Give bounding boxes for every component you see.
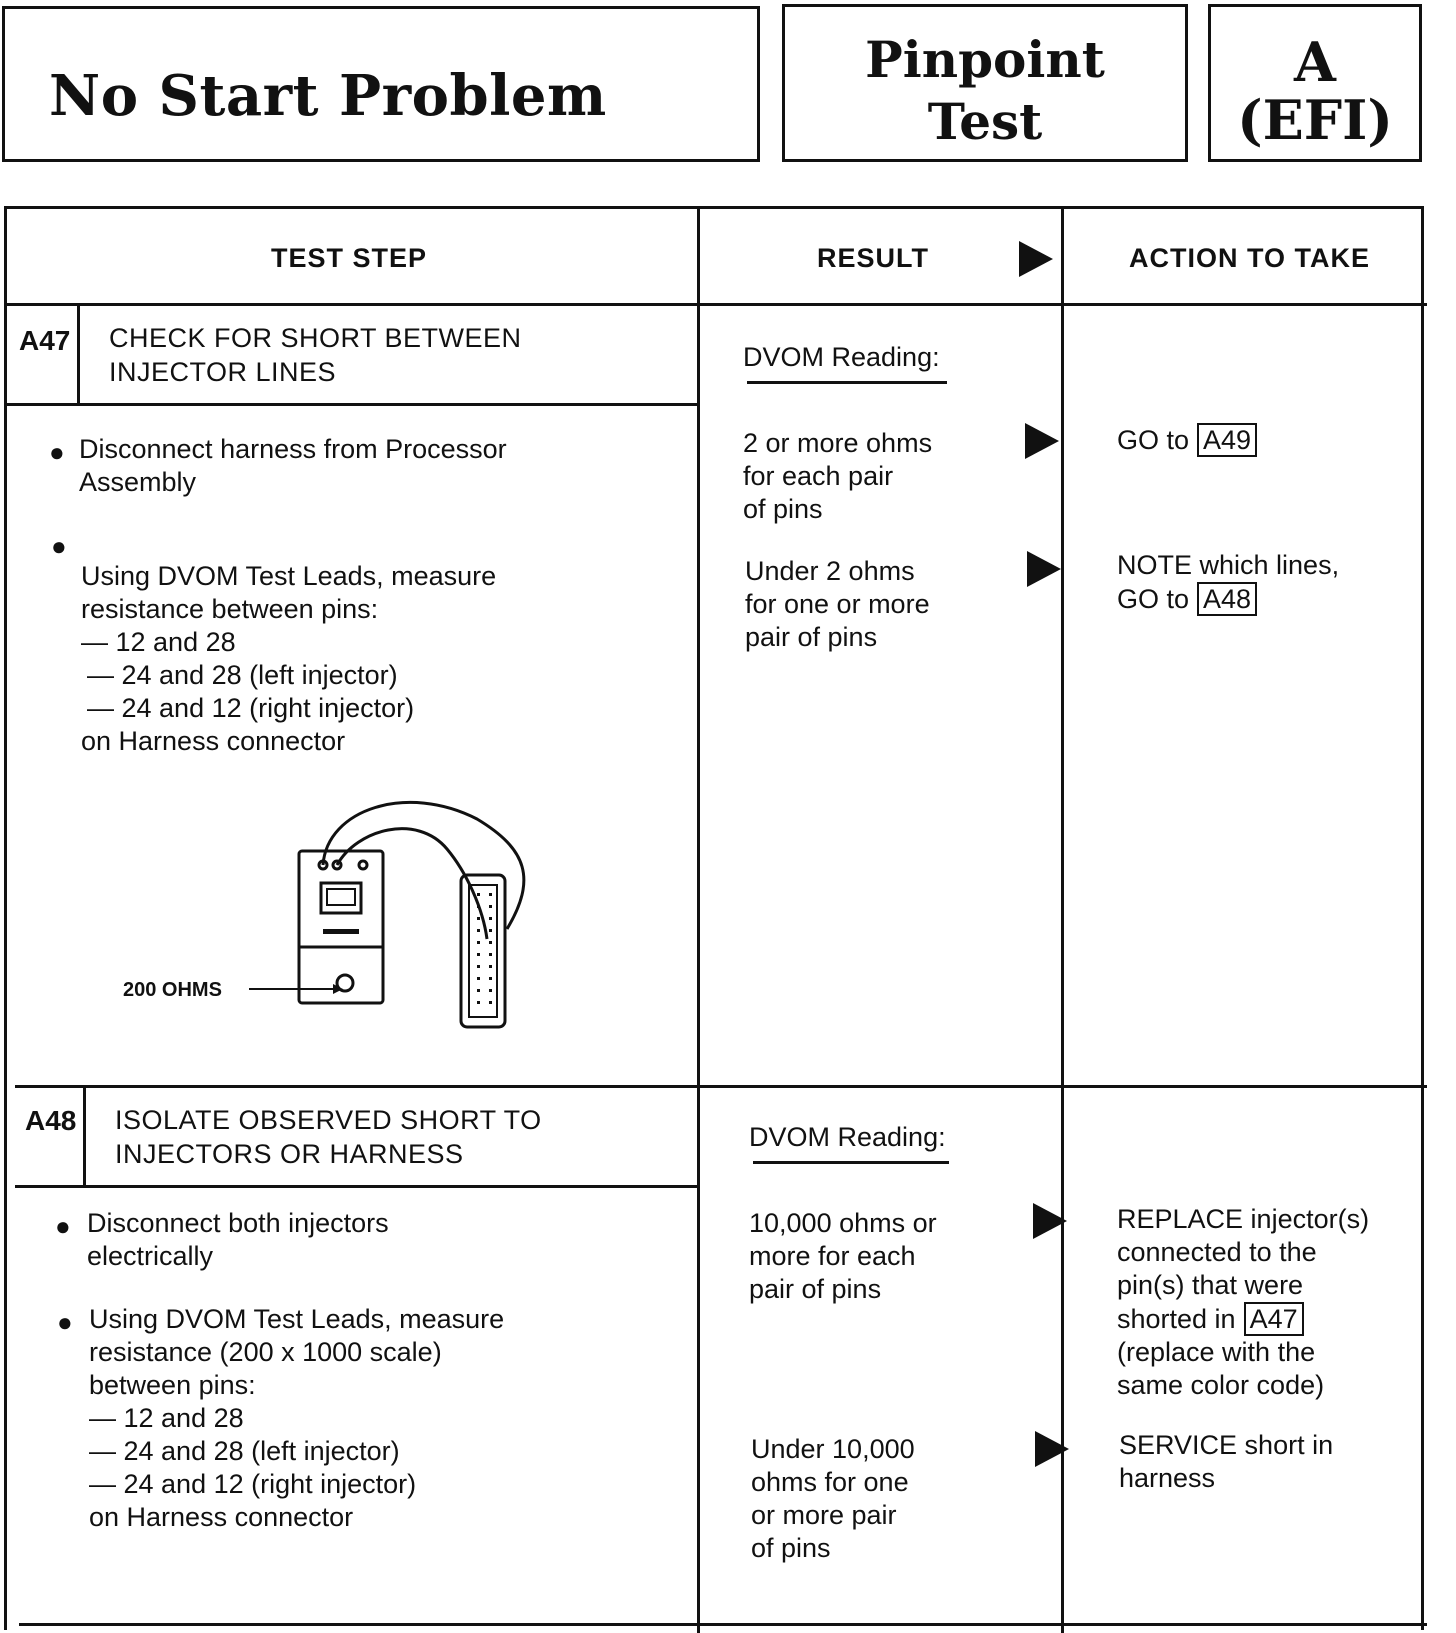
step-title-divider: [15, 1185, 699, 1188]
instruction-line: between pins:: [89, 1370, 256, 1400]
instruction-a47-1: [79, 433, 507, 499]
bullet-icon: ●: [51, 531, 67, 561]
header-divider: [7, 303, 1427, 306]
instruction-a47-2: [81, 527, 496, 758]
step-id-a47: A47: [19, 325, 71, 356]
action-a47-1: [1117, 423, 1257, 457]
action-line: NOTE which lines,: [1117, 550, 1340, 580]
action-a47-2: [1117, 549, 1339, 616]
action-a48-1: [1117, 1203, 1369, 1402]
dvom-meter-icon: [299, 851, 383, 1003]
result-line: of pins: [751, 1533, 831, 1563]
pinpoint-test-label: [785, 29, 1185, 153]
instruction-line: electrically: [87, 1241, 214, 1271]
result-heading-a47: DVOM Reading:: [743, 342, 940, 372]
result-line: pair of pins: [749, 1274, 882, 1304]
instruction-line: Using DVOM Test Leads, measure: [89, 1304, 505, 1334]
table-bottom-divider: [19, 1623, 1427, 1626]
action-a48-2: [1119, 1429, 1333, 1495]
test-code-letter: A: [1294, 30, 1336, 94]
result-line: more for each: [749, 1241, 916, 1271]
test-code-system: (EFI): [1237, 88, 1393, 152]
result-arrow-icon: [1025, 423, 1059, 459]
result-arrow-icon: [1019, 241, 1053, 277]
title-box: [2, 6, 760, 162]
step-title-a47: [109, 321, 522, 389]
result-line: for each pair: [743, 461, 894, 491]
result-line: 10,000 ohms or: [749, 1208, 937, 1238]
result-line: ohms for one: [751, 1467, 909, 1497]
result-a47-2: [745, 555, 930, 654]
step-title-line: ISOLATE OBSERVED SHORT TO: [115, 1105, 542, 1135]
step-title-line: INJECTORS OR HARNESS: [115, 1139, 464, 1169]
instruction-line: Disconnect both injectors: [87, 1208, 389, 1238]
instruction-line: on Harness connector: [89, 1502, 354, 1532]
pinpoint-line-1: Pinpoint: [865, 30, 1105, 89]
instruction-line: resistance between pins:: [81, 594, 379, 624]
action-line: REPLACE injector(s): [1117, 1204, 1370, 1234]
step-id-divider: [77, 303, 80, 405]
action-line: pin(s) that were: [1117, 1270, 1304, 1300]
instruction-line: Disconnect harness from Processor: [79, 434, 507, 464]
step-divider: [15, 1085, 1427, 1088]
result-line: of pins: [743, 494, 823, 524]
column-divider-action: [1061, 209, 1064, 1633]
dvom-illustration: [237, 789, 577, 1039]
instruction-line: — 24 and 12 (right injector): [89, 1469, 417, 1499]
figure-label-200-ohms: 200 OHMS: [123, 979, 222, 1001]
result-a48-2: [751, 1433, 915, 1565]
step-ref-a48[interactable]: A48: [1197, 582, 1257, 616]
action-line: same color code): [1117, 1370, 1325, 1400]
step-title-divider: [7, 403, 699, 406]
test-code-label: [1211, 30, 1419, 152]
bullet-icon: ●: [57, 1307, 73, 1337]
instruction-a48-2: [89, 1303, 504, 1534]
bullet-icon: ●: [49, 437, 65, 467]
result-line: or more pair: [751, 1500, 897, 1530]
action-text: GO to: [1117, 584, 1190, 614]
bullet-icon: ●: [55, 1211, 71, 1241]
result-line: 2 or more ohms: [743, 428, 933, 458]
column-header-result: RESULT: [817, 243, 929, 273]
instruction-line: — 12 and 28: [89, 1403, 244, 1433]
column-divider-result: [697, 209, 700, 1633]
result-line: Under 2 ohms: [745, 556, 915, 586]
pinpoint-line-2: Test: [927, 92, 1043, 151]
instruction-line: — 24 and 28 (left injector): [87, 660, 398, 690]
result-line: pair of pins: [745, 622, 878, 652]
step-title-line: CHECK FOR SHORT BETWEEN: [109, 323, 522, 353]
instruction-line: — 24 and 28 (left injector): [89, 1436, 400, 1466]
action-line: harness: [1119, 1463, 1216, 1493]
column-header-test-step: TEST STEP: [271, 243, 428, 273]
instruction-line: resistance (200 x 1000 scale): [89, 1337, 442, 1367]
step-title-line: INJECTOR LINES: [109, 357, 337, 387]
step-id-divider: [83, 1085, 86, 1187]
step-id-a48: A48: [25, 1105, 77, 1136]
result-arrow-icon: [1027, 551, 1061, 587]
step-ref-a47[interactable]: A47: [1244, 1302, 1304, 1336]
page-title: No Start Problem: [49, 63, 607, 129]
action-line: connected to the: [1117, 1237, 1317, 1267]
action-line: (replace with the: [1117, 1337, 1316, 1367]
result-line: for one or more: [745, 589, 930, 619]
instruction-line: — 24 and 12 (right injector): [87, 693, 415, 723]
result-heading-underline: [753, 1161, 949, 1164]
result-arrow-icon: [1033, 1203, 1067, 1239]
test-code-box: [1208, 4, 1422, 162]
instruction-line: on Harness connector: [81, 726, 346, 756]
instruction-line: Using DVOM Test Leads, measure: [81, 561, 497, 591]
instruction-line: Assembly: [79, 467, 197, 497]
action-text: shorted in: [1117, 1304, 1236, 1334]
action-text: GO to: [1117, 425, 1190, 455]
result-line: Under 10,000: [751, 1434, 915, 1464]
result-a47-1: [743, 427, 932, 526]
step-title-a48: [115, 1103, 542, 1171]
result-heading-underline: [747, 381, 947, 384]
harness-connector-icon: [461, 875, 505, 1027]
pinpoint-test-box: [782, 4, 1188, 162]
result-arrow-icon: [1035, 1431, 1069, 1467]
action-line: SERVICE short in: [1119, 1430, 1334, 1460]
result-a48-1: [749, 1207, 937, 1306]
instruction-line: — 12 and 28: [81, 627, 236, 657]
column-header-action: ACTION TO TAKE: [1129, 243, 1370, 273]
step-ref-a49[interactable]: A49: [1197, 423, 1257, 457]
pinpoint-table: [4, 206, 1424, 1630]
result-heading-a48: DVOM Reading:: [749, 1122, 946, 1152]
instruction-a48-1: [87, 1207, 389, 1273]
